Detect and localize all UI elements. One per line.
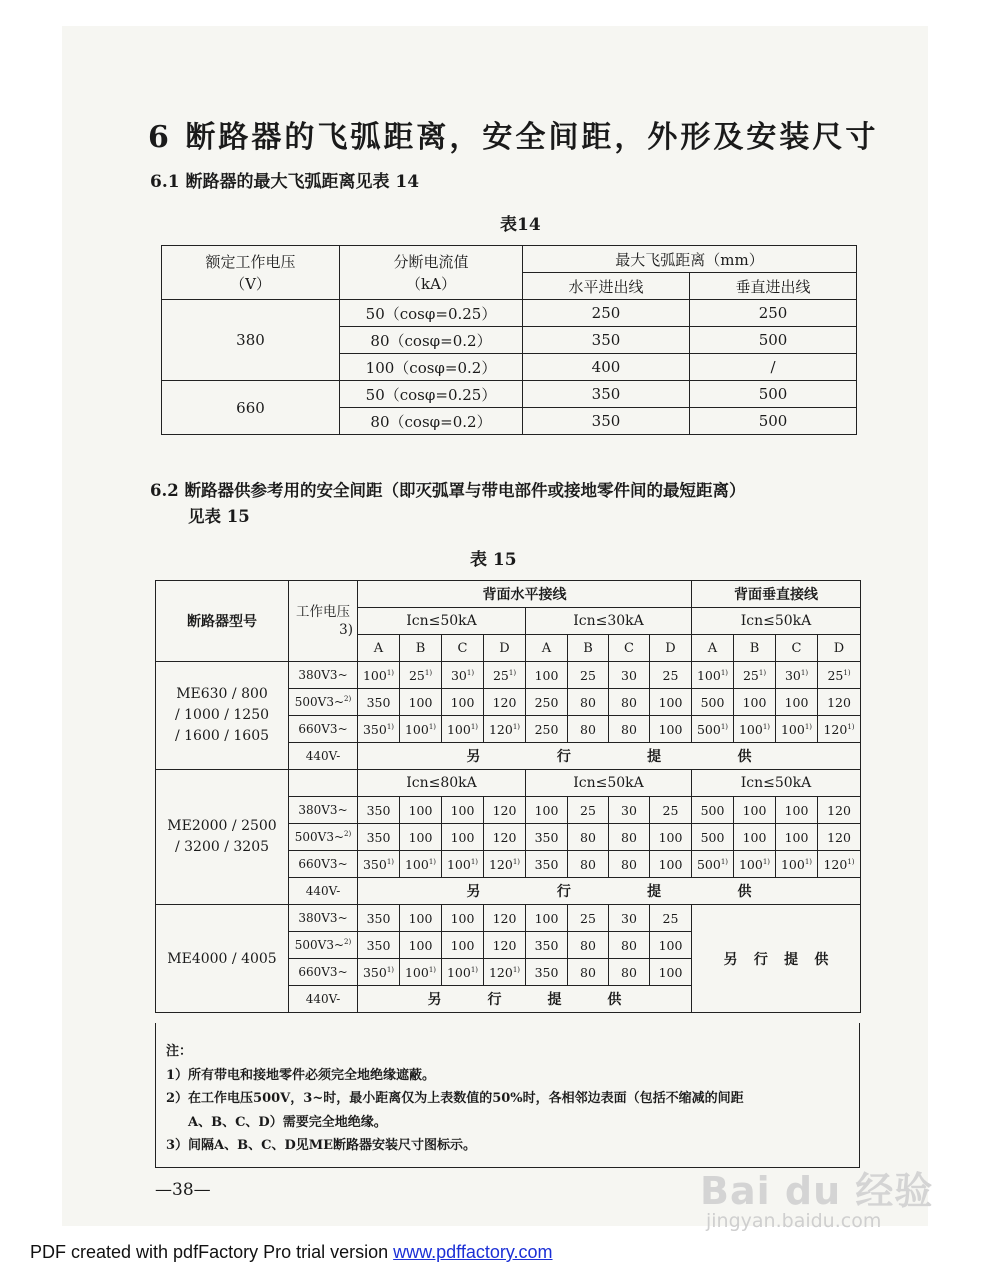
gap-label-cell: B xyxy=(734,635,776,662)
gap-label-cell: D xyxy=(818,635,861,662)
model-me4000: ME4000 / 4005 xyxy=(156,905,289,1013)
value-cell: 25 xyxy=(568,797,609,824)
value-cell: 100 xyxy=(776,689,818,716)
value-cell: 120 xyxy=(484,905,526,932)
voltage-cell: 440V- xyxy=(289,743,358,770)
provided-separately: 另 行 提 供 xyxy=(358,743,861,770)
value-cell: 500$^{1)}$ xyxy=(692,851,734,878)
value-cell: 100$^{1)}$ xyxy=(734,851,776,878)
value-cell: 100 xyxy=(442,824,484,851)
value-cell: 80 xyxy=(568,851,609,878)
header-breaking-current: 分断电流值 （kA） xyxy=(340,246,523,300)
value-cell: 100 xyxy=(400,905,442,932)
voltage-cell: 380V3~ xyxy=(289,905,358,932)
value-cell: / xyxy=(690,354,857,381)
value-cell: 120 xyxy=(484,932,526,959)
value-cell: 350 xyxy=(523,381,690,408)
value-cell: 100$^{1)}$ xyxy=(400,716,442,743)
value-cell: 100$^{1)}$ xyxy=(776,716,818,743)
value-cell: 350 xyxy=(358,905,400,932)
value-cell: 25$^{1)}$ xyxy=(734,662,776,689)
icn-label: Icn≤50kA xyxy=(358,608,526,635)
value-cell: 100 xyxy=(442,932,484,959)
value-cell: 350 xyxy=(358,689,400,716)
value-cell: 100$^{1)}$ xyxy=(734,716,776,743)
note-2: 2）在工作电压500V，3~时，最小距离仅为上表数值的50%时，各相邻边表面（包括不缩减的间距 xyxy=(166,1091,744,1106)
page-number: —38— xyxy=(155,1180,211,1200)
value-cell: 30$^{1)}$ xyxy=(442,662,484,689)
header-model: 断路器型号 xyxy=(156,581,289,662)
value-cell: 25$^{1)}$ xyxy=(484,662,526,689)
value-cell: 80 xyxy=(609,932,650,959)
value-cell: 100$^{1)}$ xyxy=(358,662,400,689)
value-cell: 120$^{1)}$ xyxy=(818,851,861,878)
value-cell: 100 xyxy=(442,797,484,824)
icn-label: Icn≤50kA xyxy=(692,608,861,635)
value-cell: 100$^{1)}$ xyxy=(776,851,818,878)
current-cell: 50（cosφ=0.25） xyxy=(340,300,523,327)
voltage-cell: 440V- xyxy=(289,878,358,905)
value-cell: 120$^{1)}$ xyxy=(484,851,526,878)
value-cell: 25 xyxy=(568,905,609,932)
gap-label-cell: C xyxy=(442,635,484,662)
provided-separately: 另 行 提 供 xyxy=(358,878,861,905)
value-cell: 100 xyxy=(776,824,818,851)
value-cell: 120 xyxy=(484,797,526,824)
value-cell: 100 xyxy=(650,689,692,716)
value-cell: 100 xyxy=(442,689,484,716)
value-cell: 100 xyxy=(400,932,442,959)
table-15-caption: 表 15 xyxy=(470,550,517,570)
value-cell: 250 xyxy=(526,716,568,743)
value-cell: 500 xyxy=(690,327,857,354)
voltage-cell: 660V3~ xyxy=(289,716,358,743)
value-cell: 100$^{1)}$ xyxy=(442,716,484,743)
value-cell: 80 xyxy=(609,851,650,878)
value-cell: 350$^{1)}$ xyxy=(358,716,400,743)
value-cell: 120 xyxy=(484,689,526,716)
gap-label-cell: A xyxy=(692,635,734,662)
value-cell: 120 xyxy=(818,797,861,824)
value-cell: 120$^{1)}$ xyxy=(484,716,526,743)
value-cell: 350 xyxy=(358,824,400,851)
value-cell: 350 xyxy=(358,797,400,824)
value-cell: 100 xyxy=(650,959,692,986)
notes-label: 注： xyxy=(166,1044,193,1059)
value-cell: 80 xyxy=(568,824,609,851)
voltage-cell: 380V3~ xyxy=(289,662,358,689)
value-cell: 80 xyxy=(609,716,650,743)
gap-label-cell: D xyxy=(484,635,526,662)
value-cell: 25 xyxy=(650,662,692,689)
value-cell: 350 xyxy=(358,932,400,959)
table-14 xyxy=(161,245,857,435)
gap-label-cell: D xyxy=(650,635,692,662)
gap-label-cell: A xyxy=(358,635,400,662)
header-back-horizontal: 背面水平接线 xyxy=(358,581,692,608)
value-cell: 100 xyxy=(734,689,776,716)
value-cell: 100 xyxy=(734,797,776,824)
value-cell: 100$^{1)}$ xyxy=(442,851,484,878)
header-back-vertical: 背面垂直接线 xyxy=(692,581,861,608)
value-cell: 100$^{1)}$ xyxy=(400,851,442,878)
value-cell: 80 xyxy=(568,689,609,716)
section-6-1-heading: 6.1 断路器的最大飞弧距离见表 14 xyxy=(150,172,420,192)
value-cell: 250 xyxy=(526,689,568,716)
baidu-watermark-logo: Bai du 经验 xyxy=(700,1169,934,1213)
value-cell: 120$^{1)}$ xyxy=(484,959,526,986)
value-cell: 30 xyxy=(609,662,650,689)
notes-box xyxy=(155,1023,860,1168)
value-cell: 100 xyxy=(526,905,568,932)
value-cell: 120$^{1)}$ xyxy=(818,716,861,743)
value-cell: 500 xyxy=(690,408,857,435)
value-cell: 80 xyxy=(568,716,609,743)
value-cell: 500 xyxy=(692,824,734,851)
value-cell: 100 xyxy=(442,905,484,932)
icn-label: Icn≤50kA xyxy=(526,770,692,797)
gap-label-cell: B xyxy=(400,635,442,662)
gap-label-cell: B xyxy=(568,635,609,662)
value-cell: 350 xyxy=(526,824,568,851)
value-cell: 80 xyxy=(568,932,609,959)
value-cell: 100 xyxy=(650,851,692,878)
header-horizontal: 水平进出线 xyxy=(523,273,690,300)
icn-label: Icn≤80kA xyxy=(358,770,526,797)
voltage-cell: 380V3~ xyxy=(289,797,358,824)
value-cell: 100 xyxy=(650,716,692,743)
value-cell: 100 xyxy=(400,689,442,716)
voltage-cell: 500V3~$^{2)}$ xyxy=(289,824,358,851)
current-cell: 80（cosφ=0.2） xyxy=(340,408,523,435)
footer-text: PDF created with pdfFactory Pro trial version xyxy=(30,1242,394,1262)
model-me630: ME630 / 800 / 1000 / 1250 / 1600 / 1605 xyxy=(156,662,289,770)
value-cell: 350 xyxy=(526,851,568,878)
provided-separately: 另 行 提 供 xyxy=(692,905,861,1013)
value-cell: 25$^{1)}$ xyxy=(400,662,442,689)
value-cell: 400 xyxy=(523,354,690,381)
value-cell: 350 xyxy=(523,327,690,354)
section-6-2-heading-cont: 见表 15 xyxy=(188,507,250,526)
value-cell: 100 xyxy=(650,824,692,851)
voltage-cell: 660V3~ xyxy=(289,851,358,878)
value-cell: 350 xyxy=(526,932,568,959)
header-vertical: 垂直进出线 xyxy=(690,273,857,300)
value-cell: 25 xyxy=(650,905,692,932)
value-cell: 80 xyxy=(609,959,650,986)
value-cell: 30$^{1)}$ xyxy=(776,662,818,689)
model-me2000: ME2000 / 2500 / 3200 / 3205 xyxy=(156,770,289,905)
value-cell: 500$^{1)}$ xyxy=(692,716,734,743)
provided-separately: 另 行 提 供 xyxy=(358,986,692,1013)
pdf-footer xyxy=(30,1242,553,1263)
header-working-voltage: 工作电压 3) xyxy=(289,581,358,662)
header-rated-voltage: 额定工作电压 （V） xyxy=(162,246,340,300)
value-cell: 350$^{1)}$ xyxy=(358,851,400,878)
current-cell: 100（cosφ=0.2） xyxy=(340,354,523,381)
value-cell: 100 xyxy=(734,824,776,851)
gap-label-cell: C xyxy=(609,635,650,662)
section-6-2-heading: 6.2 断路器供参考用的安全间距（即灭弧罩与带电部件或接地零件间的最短距离） xyxy=(150,481,746,500)
gap-label-cell: A xyxy=(526,635,568,662)
chapter-title: 6 断路器的飞弧距离，安全间距，外形及安装尺寸 xyxy=(148,120,879,155)
voltage-660: 660 xyxy=(162,381,340,435)
value-cell: 120 xyxy=(818,824,861,851)
header-max-arc-distance: 最大飞弧距离（mm） xyxy=(523,246,857,273)
voltage-cell: 500V3~$^{2)}$ xyxy=(289,689,358,716)
value-cell: 30 xyxy=(609,797,650,824)
value-cell: 100$^{1)}$ xyxy=(692,662,734,689)
value-cell: 80 xyxy=(609,689,650,716)
note-1: 1）所有带电和接地零件必须完全地绝缘遮蔽。 xyxy=(166,1067,436,1083)
value-cell: 100 xyxy=(400,824,442,851)
note-3: 3）间隔A、B、C、D见ME断路器安装尺寸图标示。 xyxy=(166,1138,477,1153)
empty-cell xyxy=(289,770,358,797)
voltage-cell: 660V3~ xyxy=(289,959,358,986)
value-cell: 250 xyxy=(690,300,857,327)
value-cell: 80 xyxy=(609,824,650,851)
value-cell: 100$^{1)}$ xyxy=(400,959,442,986)
value-cell: 100 xyxy=(776,797,818,824)
value-cell: 120 xyxy=(484,824,526,851)
voltage-cell: 500V3~$^{2)}$ xyxy=(289,932,358,959)
gap-label-cell: C xyxy=(776,635,818,662)
icn-label: Icn≤50kA xyxy=(692,770,861,797)
value-cell: 100 xyxy=(526,797,568,824)
value-cell: 500 xyxy=(690,381,857,408)
current-cell: 50（cosφ=0.25） xyxy=(340,381,523,408)
value-cell: 25 xyxy=(650,797,692,824)
value-cell: 350$^{1)}$ xyxy=(358,959,400,986)
value-cell: 350 xyxy=(523,408,690,435)
value-cell: 250 xyxy=(523,300,690,327)
value-cell: 25$^{1)}$ xyxy=(818,662,861,689)
pdffactory-link[interactable]: www.pdffactory.com xyxy=(393,1242,553,1262)
voltage-cell: 440V- xyxy=(289,986,358,1013)
note-2-cont: A、B、C、D）需要完全地绝缘。 xyxy=(188,1114,387,1130)
table-14-caption: 表14 xyxy=(500,215,541,235)
value-cell: 500 xyxy=(692,689,734,716)
baidu-watermark-url: jingyan.baidu.com xyxy=(706,1210,882,1232)
icn-label: Icn≤30kA xyxy=(526,608,692,635)
value-cell: 120 xyxy=(818,689,861,716)
value-cell: 25 xyxy=(568,662,609,689)
current-cell: 80（cosφ=0.2） xyxy=(340,327,523,354)
value-cell: 500 xyxy=(692,797,734,824)
value-cell: 100 xyxy=(650,932,692,959)
value-cell: 100$^{1)}$ xyxy=(442,959,484,986)
value-cell: 100 xyxy=(526,662,568,689)
voltage-380: 380 xyxy=(162,300,340,381)
value-cell: 80 xyxy=(568,959,609,986)
value-cell: 30 xyxy=(609,905,650,932)
table-15 xyxy=(155,580,861,1013)
value-cell: 350 xyxy=(526,959,568,986)
value-cell: 100 xyxy=(400,797,442,824)
